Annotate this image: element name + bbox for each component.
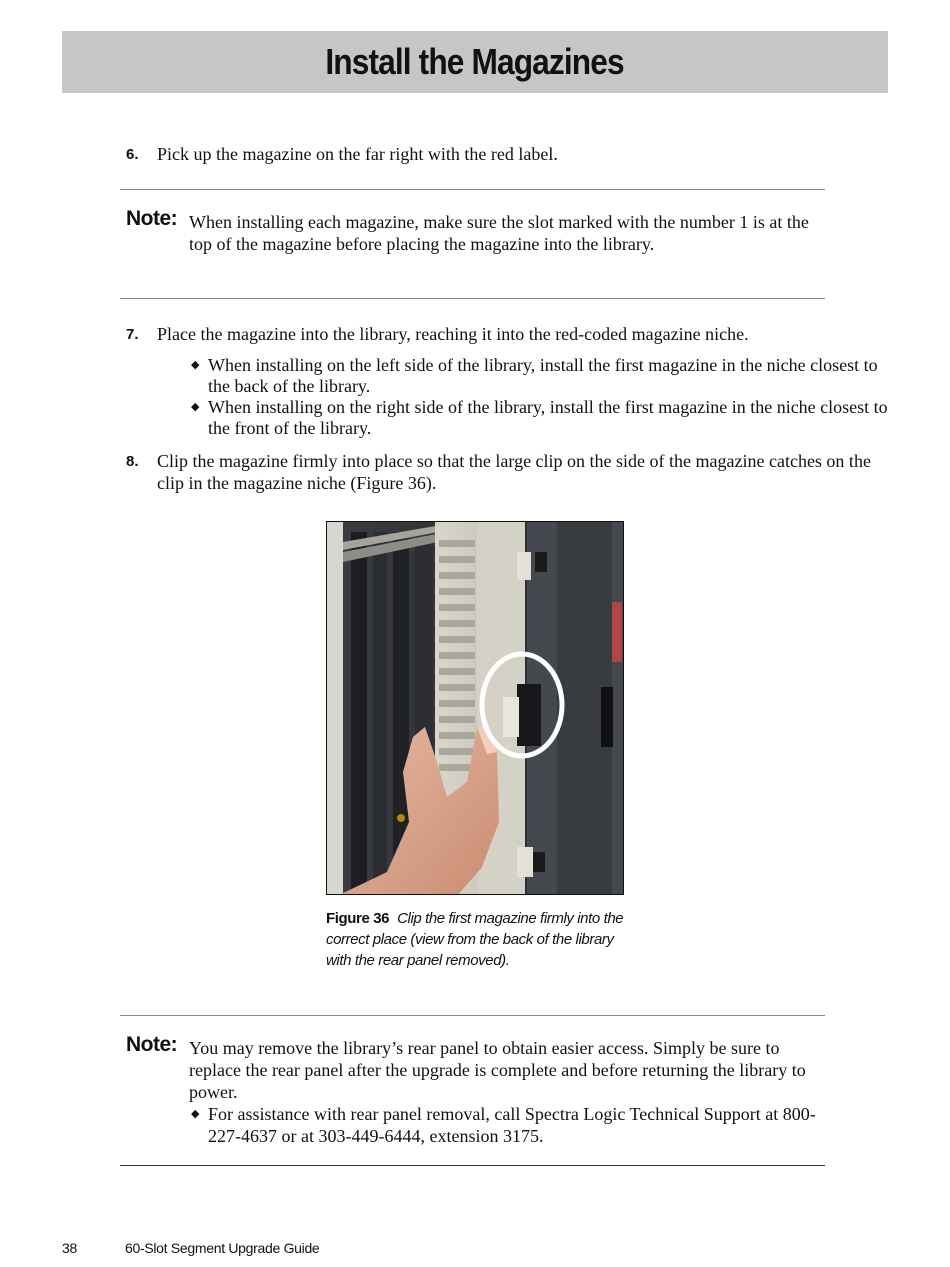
note-text: You may remove the library’s rear panel to obtain easier access. Simply be sure to replace the rear panel after the upgrade is complete and before returning the library to power. (189, 1038, 806, 1102)
list-item (189, 1103, 829, 1147)
diamond-bullet-icon: ◆ (191, 1108, 200, 1120)
magazine-installation-photo (327, 522, 624, 895)
divider (120, 189, 825, 190)
note-label: Note: (126, 207, 178, 230)
list-item (189, 397, 889, 439)
divider (120, 1015, 825, 1016)
footer-doc-title: 60-Slot Segment Upgrade Guide (125, 1240, 320, 1256)
divider (120, 1165, 825, 1166)
step-6 (126, 143, 886, 165)
list-item (189, 355, 889, 397)
bullet-text: For assistance with rear panel removal, call Spectra Logic Technical Support at 800-227-4637 or at 303-449-6444, extension 3175. (208, 1104, 816, 1146)
bullet-text: When installing on the left side of the library, install the first magazine in the niche closest to the back of the library. (208, 355, 878, 396)
step-8 (126, 450, 886, 494)
diamond-bullet-icon: ◆ (191, 359, 200, 371)
note-bullets (189, 1103, 829, 1147)
page-number: 38 (62, 1240, 77, 1256)
note-label: Note: (126, 1033, 178, 1056)
note-box (126, 1033, 886, 1147)
page-title: Install the Magazines (325, 41, 625, 82)
bullet-text: When installing on the right side of the library, install the first magazine in the niche closest to the front of the library. (208, 397, 888, 438)
diamond-bullet-icon: ◆ (191, 401, 200, 413)
title-banner (62, 31, 888, 93)
step-text: Place the magazine into the library, reaching it into the red-coded magazine niche. (157, 324, 749, 344)
step-number: 8. (126, 453, 139, 470)
figure-caption (326, 908, 636, 971)
step-7-bullets (189, 355, 889, 439)
step-text: Pick up the magazine on the far right with the red label. (157, 144, 558, 164)
figure-label: Figure 36 (326, 910, 390, 927)
step-number: 6. (126, 146, 139, 163)
figure-caption-text: Clip the first magazine firmly into the correct place (view from the back of the library with the rear panel removed). (326, 910, 624, 969)
note-box (126, 207, 886, 255)
divider (120, 298, 825, 299)
step-number: 7. (126, 326, 139, 343)
figure-photo (326, 521, 624, 895)
note-text: When installing each magazine, make sure the slot marked with the number 1 is at the top of the magazine before placing the magazine into the library. (189, 212, 809, 254)
step-7 (126, 323, 886, 345)
step-text: Clip the magazine firmly into place so that the large clip on the side of the magazine catches on the clip in the magazine niche (Figure 36). (157, 451, 871, 493)
